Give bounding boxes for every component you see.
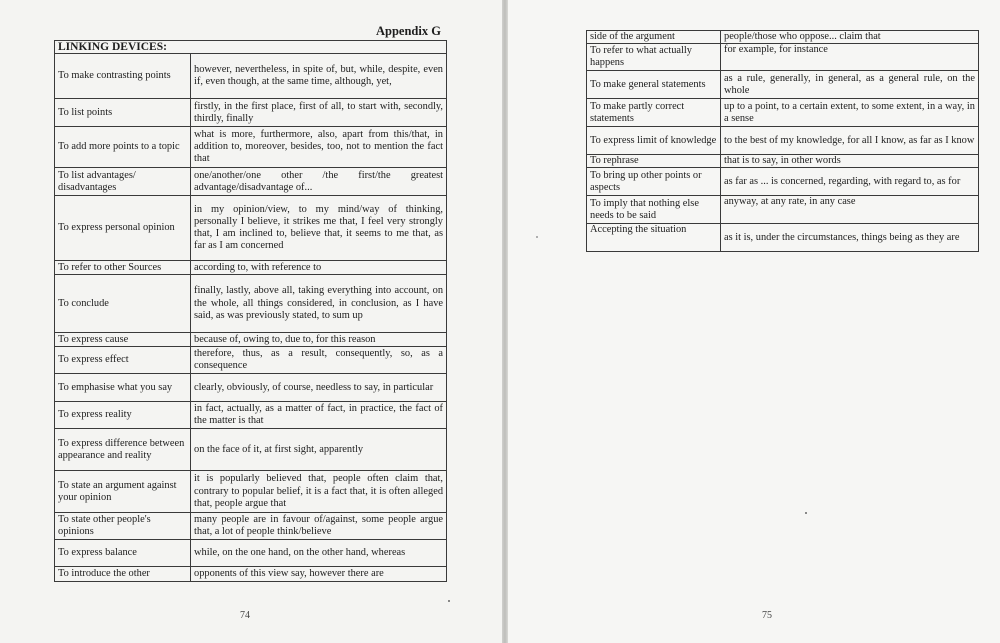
devices-cell: finally, lastly, above all, taking everything into account, on the whole, all things considered, in conclusion, as I have said, as was previously stated, to sum up: [191, 275, 447, 333]
table-header: LINKING DEVICES:: [55, 41, 447, 54]
table-row: [55, 540, 447, 567]
purpose-cell: To conclude: [55, 275, 191, 333]
paper-speck: [448, 600, 450, 602]
devices-cell: in my opinion/view, to my mind/way of thinking, personally I believe, it strikes me that, I feel very strongly that, I am inclined to, believe that, it seems to me that, as far as I am concerned: [191, 196, 447, 261]
devices-cell: while, on the one hand, on the other hand, whereas: [191, 540, 447, 567]
devices-cell: many people are in favour of/against, some people argue that, a lot of people think/believe: [191, 513, 447, 540]
table-row: [587, 155, 979, 168]
table-row: [55, 567, 447, 582]
table-row: [55, 54, 447, 99]
purpose-cell: To bring up other points or aspects: [587, 168, 721, 196]
table-row: [587, 71, 979, 99]
devices-cell: for example, for instance: [721, 44, 979, 71]
devices-cell: what is more, furthermore, also, apart from this/that, in addition to, moreover, besides, too, not to mention the fact that: [191, 127, 447, 168]
table-row: [55, 429, 447, 471]
devices-cell: according to, with reference to: [191, 261, 447, 275]
table-row: [587, 44, 979, 71]
table-row: [587, 168, 979, 196]
purpose-cell: To list points: [55, 99, 191, 127]
table-row: [587, 224, 979, 252]
devices-cell: as far as ... is concerned, regarding, with regard to, as for: [721, 168, 979, 196]
page-number: 75: [762, 610, 772, 621]
purpose-cell: To express cause: [55, 333, 191, 347]
linking-devices-table-left: [54, 40, 447, 582]
table-row: [55, 168, 447, 196]
table-row: [55, 374, 447, 402]
purpose-cell: To express limit of knowledge: [587, 127, 721, 155]
table-row: [55, 261, 447, 275]
purpose-cell: side of the argument: [587, 31, 721, 44]
purpose-cell: To state an argument against your opinion: [55, 471, 191, 513]
devices-cell: it is popularly believed that, people often claim that, contrary to popular belief, it is a fact that, it is often alleged that, people argue that: [191, 471, 447, 513]
purpose-cell: To express balance: [55, 540, 191, 567]
table-row: [587, 127, 979, 155]
table-row: [55, 513, 447, 540]
purpose-cell: To make contrasting points: [55, 54, 191, 99]
table-row: [587, 31, 979, 44]
table-row: [55, 333, 447, 347]
devices-cell: therefore, thus, as a result, consequently, so, as a consequence: [191, 347, 447, 374]
table-row: [55, 127, 447, 168]
devices-cell: as it is, under the circumstances, things being as they are: [721, 224, 979, 252]
purpose-cell: To emphasise what you say: [55, 374, 191, 402]
table-row: [587, 99, 979, 127]
devices-cell: because of, owing to, due to, for this reason: [191, 333, 447, 347]
purpose-cell: To express difference between appearance and reality: [55, 429, 191, 471]
paper-speck: [536, 236, 538, 238]
purpose-cell: To list advantages/ disadvantages: [55, 168, 191, 196]
devices-cell: as a rule, generally, in general, as a general rule, on the whole: [721, 71, 979, 99]
purpose-cell: To state other people's opinions: [55, 513, 191, 540]
devices-cell: opponents of this view say, however there are: [191, 567, 447, 582]
page-number: 74: [240, 610, 250, 621]
table-row: [587, 196, 979, 224]
purpose-cell: To express personal opinion: [55, 196, 191, 261]
devices-cell: up to a point, to a certain extent, to some extent, in a way, in a sense: [721, 99, 979, 127]
table-row: [55, 196, 447, 261]
devices-cell: anyway, at any rate, in any case: [721, 196, 979, 224]
devices-cell: however, nevertheless, in spite of, but, while, despite, even if, even though, at the same time, although, yet,: [191, 54, 447, 99]
devices-cell: on the face of it, at first sight, apparently: [191, 429, 447, 471]
purpose-cell: To express reality: [55, 402, 191, 429]
table-row: [55, 275, 447, 333]
devices-cell: that is to say, in other words: [721, 155, 979, 168]
linking-devices-table-right: [586, 30, 979, 252]
devices-cell: to the best of my knowledge, for all I know, as far as I know: [721, 127, 979, 155]
purpose-cell: To introduce the other: [55, 567, 191, 582]
devices-cell: firstly, in the first place, first of all, to start with, secondly, thirdly, finally: [191, 99, 447, 127]
purpose-cell: Accepting the situation: [587, 224, 721, 252]
purpose-cell: To add more points to a topic: [55, 127, 191, 168]
devices-cell: in fact, actually, as a matter of fact, in practice, the fact of the matter is that: [191, 402, 447, 429]
devices-cell: people/those who oppose... claim that: [721, 31, 979, 44]
purpose-cell: To express effect: [55, 347, 191, 374]
table-row: [55, 471, 447, 513]
purpose-cell: To refer to other Sources: [55, 261, 191, 275]
appendix-title: Appendix G: [376, 24, 441, 38]
purpose-cell: To make general statements: [587, 71, 721, 99]
purpose-cell: To refer to what actually happens: [587, 44, 721, 71]
table-header-row: [55, 41, 447, 54]
table-row: [55, 347, 447, 374]
purpose-cell: To rephrase: [587, 155, 721, 168]
devices-cell: one/another/one other /the first/the greatest advantage/disadvantage of...: [191, 168, 447, 196]
purpose-cell: To make partly correct statements: [587, 99, 721, 127]
table-row: [55, 402, 447, 429]
paper-speck: [805, 512, 807, 514]
purpose-cell: To imply that nothing else needs to be said: [587, 196, 721, 224]
right-page: [508, 0, 1000, 643]
table-row: [55, 99, 447, 127]
devices-cell: clearly, obviously, of course, needless to say, in particular: [191, 374, 447, 402]
